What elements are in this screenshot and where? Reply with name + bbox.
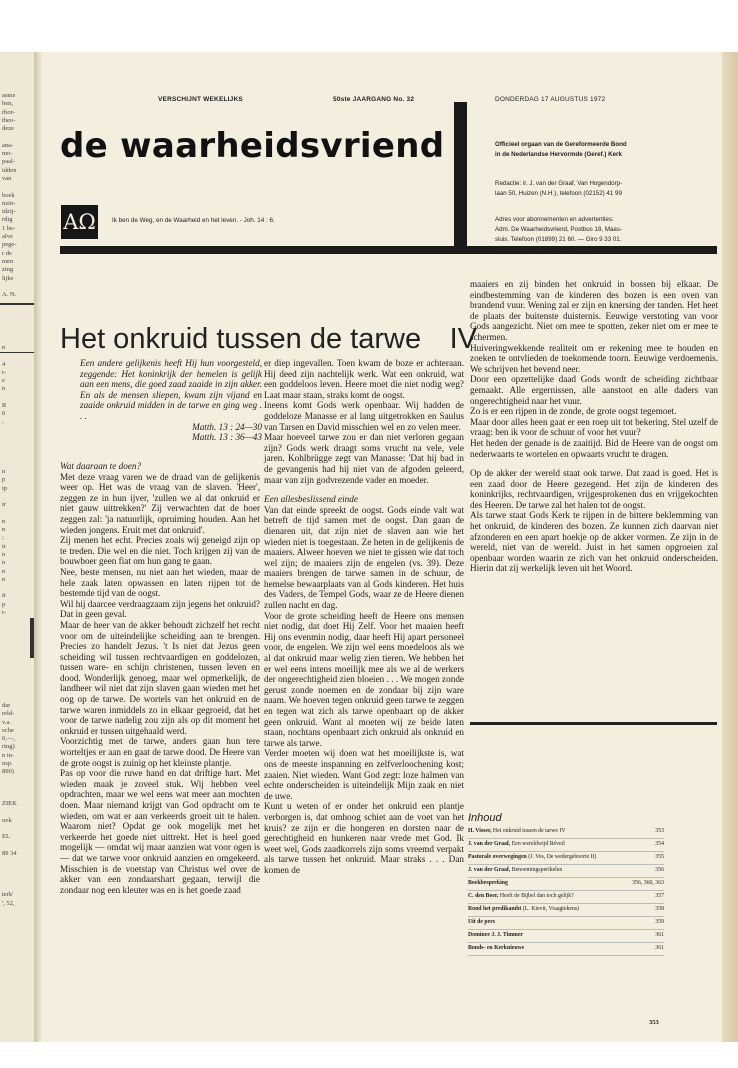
contents-title: (J. Vos, De wedergeboorte II) (528, 854, 597, 860)
paragraph: Zij menen het echt. Precies zoals wij geneigd zijn op te treden. Die wel en die niet. Toch krijgen zij van de bouwboer geen fiat om hun gang te gaan. (60, 535, 260, 567)
contents-author: J. van der Graaf, (468, 867, 511, 873)
contents-entry (468, 852, 664, 865)
paragraph: maaiers en zij binden het onkruid in bossen bij elkaar. De eindbestemming van de kinderen des bozen is een oven van brandend vuur. Wening zal er zijn en knersing der tanden. Het heet de plaats der buitenste duisternis. Eeuwige verstoting van voor Gods aangezicht. Niet om mee te spotten, zeker niet om er mee te schermen. (470, 279, 718, 342)
article-column-3 (470, 279, 718, 574)
subscription-address: Adres voor abonnementen en advertenties: Adm. De Waarheidsvriend, Postbus 18, Maas- sluis. Telefoon (01899) 21 60. — Giro 9 33 01. Abonnementsprijs: ƒ 8,— per halfjaar. (495, 216, 623, 253)
contents-heading: Inhoud (468, 812, 502, 824)
contents-entry (468, 930, 664, 943)
contents-author: Rond het predikambt (468, 906, 522, 912)
contents-entry (468, 917, 664, 930)
section-subheading: Een allesbeslissend einde (264, 494, 358, 505)
contents-entry (468, 891, 664, 904)
contents-page: 358 (655, 906, 664, 912)
contents-page: 359 (655, 919, 664, 925)
previous-page-text: n p ip ir n n ; ir n n n n it p r- (2, 468, 8, 617)
contents-entry (468, 826, 664, 839)
motto: Ik ben de Weg, en de Waarheid en het leven. - Joh. 14 : 6. (112, 217, 275, 224)
masthead-vertical-bar (454, 102, 467, 250)
scripture-reference: Matth. 13 : 24—30 (192, 421, 262, 432)
paragraph: er diep ingevallen. Toen kwam de boze er achteraan. Hij deed zijn nachtelijk werk. Wat een onkruid, wat een goddeloos leven. Heere moet die niet nodig weg? Laat maar staan, straks komt de oogst. (264, 358, 464, 400)
contents-page: 353 (655, 828, 664, 834)
paragraph: Voorzichtig met de tarwe, anders gaan hun tere worteltjes er aan en gaat de tarwe dood. De Heere van de grote oogst is zuinig op het kleinste plantje. (60, 736, 260, 768)
contents-title: Benoemingsperikelen (511, 867, 563, 873)
page-gutter (34, 52, 42, 1042)
section-subheading: Wat daaraan te doen? (60, 461, 142, 471)
scripture-quote: Een andere gelijkenis heeft Hij hun voorgesteld, zeggende: Het koninkrijk der hemelen is gelijk aan een mens, die goed zaad zaaide in zijn akker. En als de mensen sliepen, kwam zijn vijand en zaaide onkruid midden in de tarwe en ging weg . . . Matth. 13 : 24—30 Matth. 13 : 36—43 (80, 358, 262, 443)
paragraph: Op de akker der wereld staat ook tarwe. Dat zaad is goed. Het is een zaad door de Heere gezegend. Het zijn de kinderen des koninkrijks, rechtvaardigen, vrijgesprokenen dus en vrijgekochten des Heeren. De tarwe zal het halen tot de oogst. (470, 468, 718, 510)
contents-title: Heeft de Bijbel dan toch gelijk? (499, 893, 574, 899)
weekly-label: VERSCHIJNT WEKELIJKS (158, 96, 243, 103)
paragraph: Ineens komt Gods werk openbaar. Wij hadden de goddeloze Manasse er al lang uitgetrokken en Saulus van Tarsen en David misschien wel en zo velen meer. (264, 400, 464, 432)
paragraph: Voor de grote scheiding heeft de Heere ons mensen niet nodig, dat doet Hij Zelf. Voor het maaien heeft Hij ons evenmin nodig, daar heeft Hij apart personeel voor, de engelen. We zijn wel eens moedeloos als we al dat onkruid maar welig zien tieren. We hebben het er wel eens intens moeilijk mee als we al de werkers der ongerechtigheid zien bloeien . . . We mogen zonde gerust zonde noemen en de zondaar bij zijn ware naam. We hoeven tegen onkruid geen tarwe te zeggen en tegen wat zich als tarwe openbaart op de akker geen onkruid. Want al moeten wij ze beide laten staan, nochtans openbaart zich onkruid als onkruid en tarwe als tarwe. (264, 610, 464, 748)
paragraph: Door een opzettelijke daad Gods wordt de scheiding zichtbaar gemaakt. Alle ergernissen, alle aanstoot en alle daders van ongerechtigheid naar het vuur. (470, 374, 718, 406)
contents-author: J. van der Graaf, (468, 841, 511, 847)
contents-author: Pastorale overwegingen (468, 854, 527, 860)
editorial-address: Redactie: ir. J. van der Graaf, Van Hogendorp- laan 50, Huizen (N.H.), telefoon (02152) 41 99 (495, 180, 623, 197)
paragraph: Zo is er een rijpen in de zonde, de grote oogst tegemoet. (470, 406, 677, 417)
paragraph-gap (470, 459, 718, 468)
contents-page: 357 (655, 893, 664, 899)
contents-page: 356, 360, 363 (632, 880, 664, 886)
paragraph-gap (264, 485, 464, 494)
article-part: IV (449, 323, 477, 355)
alpha-omega-logo: ΑΩ (61, 205, 98, 239)
article-column-1 (60, 461, 260, 895)
contents-title: Het onkruid tussen de tarwe IV (492, 828, 566, 834)
contents-page: 354 (655, 841, 664, 847)
page-number: 353 (649, 1019, 659, 1026)
paragraph: Maar door alles heen gaat er een roep uit tot bekering. Stel uzelf de vraag: ben ik voor de schuur of voor het vuur? (470, 416, 718, 438)
paragraph: Pas op voor die ruwe hand en dat driftige hart. Met wieden maak je zoveel stuk. Wij hebben veel opdrachten, maar we wel eens wat meer aan mochten doen. Maar niemand krijgt van God opdracht om te wieden, om wat er aan verkeerds groeit uit te halen. Waarom niet? Opdat ge ook mogelijk met het verkeerde het goede niet uittrekt. Het is heel goed mogelijk — omdat wij maar aanzien wat voor ogen is — dat we tarwe voor onkruid aanzien en omgekeerd. Misschien is de voetstap van Christus wel over de akker van een zondaarshart gegaan, terwijl die zondaar nog een kleuter was en is het goede zaad (60, 768, 260, 895)
paragraph: Met deze vraag varen we de draad van de gelijkenis weer op. Het was de vraag van de slaven. 'Heer', zeggen ze in hun ijver, 'zullen we al dat onkruid er niet gauw uittrekken?' Zij verwachten dat de boer zeggen zal: 'ja natuurlijk, opruiming houden. Aan het wieden jongens. Eruit met dat onkruid'. (60, 471, 260, 535)
previous-page-edge (0, 52, 34, 1042)
paragraph: Kunt u weten of er onder het onkruid een plantje verborgen is, dat omhoog schiet aan de voet van het kruis? ze zijn er die hongeren en dorsten naar de gerechtigheid en hunkeren naar vrede met God. Ik weet wel, Gods zaadkorrels zijn soms vreemd verpakt als tarwe tussen het onkruid. Maar straks . . . Dan komen de (264, 801, 464, 875)
contents-title: (L. Kievit, Vraagtekens) (522, 906, 580, 912)
previous-page-text: asme ben, rbor- theo- deze ana- mo- paal- idden van boek nzin- idzij- rdig 1 be- alve pege- r de men zing lijke A. N. (2, 92, 17, 299)
contents-title: Een wereldwijd Réveil (511, 841, 565, 847)
paragraph: Maar de heer van de akker behoudt zichzelf het recht voor om de uiteindelijke scheiding aan te brengen. Precies zo handelt Jezus. 't Is niet dat Jezus geen scheiding wil tussen rechtvaardigen en goddelozen, tussen ware- en schijn christenen, tussen leven en dood. Wonderlijk genoeg, maar wel opmerkelijk, de landheer wil niet dat zijn slaven gaan wieden met het oog op de tarwe. De wortels van het onkruid en de tarwe waren inmiddels zo in elkaar gegroeid, dat het voor de tarwe nadelig zou zijn als op dit moment het onkruid er tussen uitgehaald werd. (60, 619, 260, 736)
previous-page-text: ZIEK ook EL 89 34 terk' ', 52, (2, 800, 17, 907)
previous-page-rule (0, 303, 34, 305)
contents-entry (468, 943, 664, 956)
paragraph: Wil hij daarcee verdraagzaam zijn jegens het onkruid? Dat in geen geval. (60, 598, 260, 620)
paragraph: Van dat einde spreekt de oogst. Gods einde valt wat betreft de tijd samen met de oogst. Dan gaan de dienaren uit, dat zijn niet de slaven aan wie het wieden niet is toegestaan. Ze heten in de gelijkenis de maaiers. Alweer hoeven we niet te gissen wie dat toch wel zijn; de maaiers zijn de engelen (vs. 39). Deze maaiers brengen de tarwe samen in de schuur, de hemelse bewaarplaats van al Gods kinderen. Het huis des Vaders, de Tempel Gods, waar ze de Heere dienen zullen nacht en dag. (264, 504, 464, 611)
contents-page: 355 (655, 854, 664, 860)
volume-label: 50ste JAARGANG No. 32 (333, 96, 415, 103)
contents-entry (468, 878, 664, 891)
paragraph: Als tarwe staat Gods Kerk te rijpen in de bittere beklemming van het onkruid, de kinderen des bozen. Ze kunnen zich daarvan niet afzonderen en een apart hoekje op de akker vormen. Ze zijn in de wereld, niet van de wereld. Juist in het samen opgroeien zal openbaar worden waarin ze zich van het onkruid onderscheiden. Hierin dat zij werkelijk leven uit het Woord. (470, 510, 718, 574)
section-divider (470, 722, 717, 725)
table-of-contents (468, 826, 664, 956)
paragraph: Het heden der genade is de zaaitijd. Bid de Heere van de oogst om nederwaarts te wortelen en opwaarts vrucht te dragen. (470, 437, 718, 459)
scripture-reference: Matth. 13 : 36—43 (192, 432, 262, 443)
newspaper-title: de waarheidsvriend (60, 126, 445, 166)
contents-entry (468, 865, 664, 878)
paragraph: Huiveringwekkende realiteit om er rekening mee te houden en zoeken te ontvlieden de toekomende toorn. Eeuwige verdoemenis. We schrijven het bevend neer. (470, 342, 718, 374)
contents-page: 356 (655, 867, 664, 873)
contents-page: 361 (655, 945, 664, 951)
contents-author: Boekbespreking (468, 880, 508, 886)
previous-page-text: n 4 r- e n R 0 : (2, 344, 7, 426)
previous-page-text: dar reld- v.a. eche 0,—, ring) n in- nsp. 890) (2, 702, 15, 776)
article-title: Het onkruid tussen de tarwe IV (60, 323, 477, 355)
organ-info: Officieel orgaan van de Gereformeerde Bond in de Nederlandse Hervormde (Geref.) Kerk (495, 141, 627, 158)
contents-page: 361 (655, 932, 664, 938)
contents-author: C. den Boer, (468, 893, 499, 899)
paragraph: Nee, beste mensen, nu niet aan het wieden, maar de hele zaak laten opwassen en laten rijpen tot de bestemde tijd van de oogst. (60, 566, 260, 599)
contents-entry (468, 839, 664, 852)
paragraph: Verder moeten wij doen wat het moeilijkste is, wat ons de meeste inspanning en zelfverloochening kost; zaaien. Niet wieden. Want God zegt: loze halmen van echte onderscheiden is uiteindelijk Mijn zaak en niet de uwe. (264, 748, 464, 801)
contents-author: Uit de pers (468, 919, 496, 925)
article-column-2 (264, 358, 464, 876)
contents-author: Dominee J. J. Timmer (468, 932, 524, 938)
contents-author: H. Visser, (468, 828, 492, 834)
issue-date: DONDERDAG 17 AUGUSTUS 1972 (495, 96, 606, 103)
contents-author: Bonds- en Kerknieuws (468, 945, 525, 951)
contents-entry (468, 904, 664, 917)
page-stack-edge (722, 52, 738, 1042)
paragraph: Maar hoeveel tarwe zou er dan niet verloren gegaan zijn? Gods werk draagt soms vrucht na vele, vele jaren. Kohlbrügge zegt van Manasse: 'Dat hij bad in de gevangenis had hij niet van de afgoden geleerd, maar van zijn godvrezende vader en moeder. (264, 432, 464, 485)
